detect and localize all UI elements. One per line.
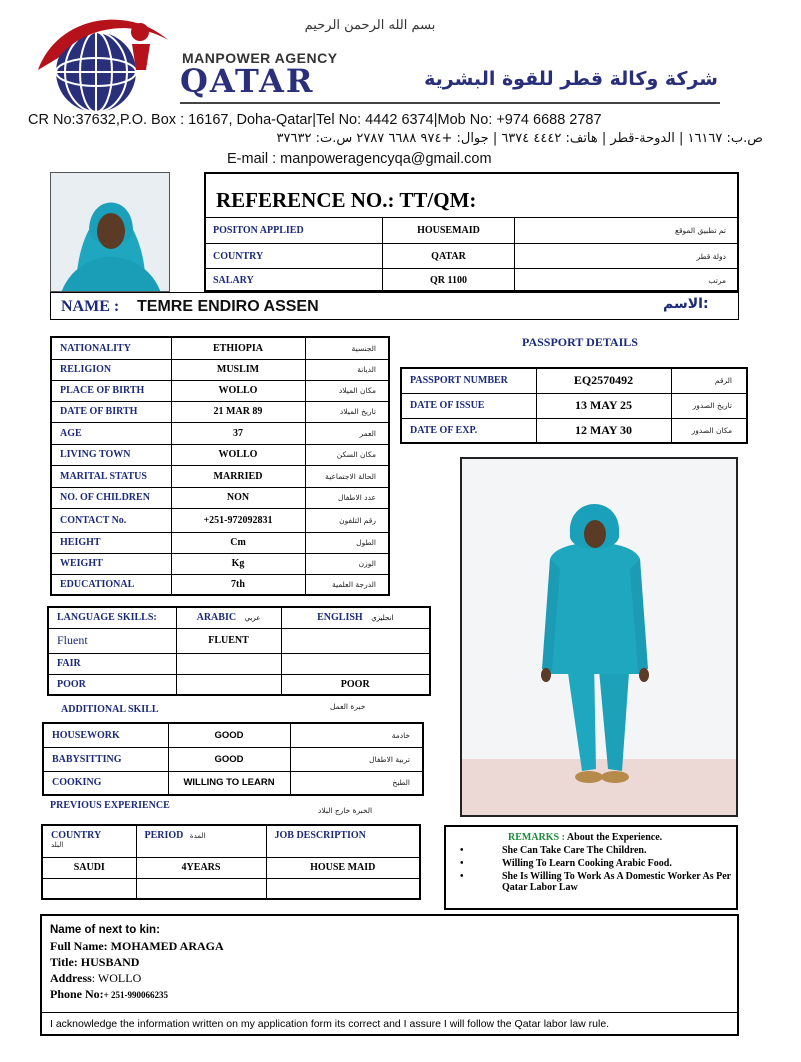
personal-label: DATE OF BIRTH bbox=[51, 401, 171, 422]
additional-skills-table bbox=[42, 722, 424, 796]
language-row bbox=[48, 653, 430, 674]
remark-item: • Willing To Learn Cooking Arabic Food. bbox=[450, 858, 732, 869]
header-divider bbox=[180, 102, 720, 104]
name-label: NAME : bbox=[61, 298, 120, 315]
kin-full-name: MOHAMED ARAGA bbox=[110, 939, 224, 953]
remarks-title: REMARKS : bbox=[508, 832, 565, 843]
personal-arabic: الديانة bbox=[305, 359, 389, 380]
country-value: QATAR bbox=[383, 244, 515, 269]
remark-item: • She Can Take Care The Children. bbox=[450, 845, 732, 856]
skill-value: GOOD bbox=[168, 723, 290, 747]
personal-arabic: مكان السكن bbox=[305, 444, 389, 465]
country-column-header: COUNTRY البلد bbox=[42, 825, 136, 857]
kin-title-row: Title: HUSBAND bbox=[50, 955, 140, 969]
skill-arabic: الطبخ bbox=[290, 771, 423, 795]
english-fair-value bbox=[281, 653, 430, 674]
previous-experience-arabic: الخبرة خارج البلاد bbox=[318, 806, 373, 815]
experience-header-row bbox=[42, 825, 420, 857]
reference-row bbox=[205, 218, 739, 244]
personal-value: Kg bbox=[171, 553, 305, 574]
english-column-header: ENGLISH انجليزي bbox=[281, 607, 430, 628]
level-poor: POOR bbox=[48, 674, 176, 695]
personal-arabic: مكان الميلاد bbox=[305, 380, 389, 401]
skill-value: GOOD bbox=[168, 747, 290, 771]
agency-line: MANPOWER AGENCY bbox=[182, 50, 338, 66]
reference-title: REFERENCE NO.: TT/QM: bbox=[216, 188, 477, 212]
language-row bbox=[48, 628, 430, 653]
email-line: E-mail : manpoweragencyqa@gmail.com bbox=[227, 151, 492, 167]
experience-country bbox=[42, 878, 136, 899]
kin-title: Name of next to kin: bbox=[50, 924, 160, 936]
language-skills-table bbox=[47, 606, 431, 696]
passport-value: EQ2570492 bbox=[536, 368, 671, 393]
skill-row bbox=[43, 771, 423, 795]
personal-value: 37 bbox=[171, 422, 305, 444]
remarks-box bbox=[444, 825, 738, 910]
previous-experience-table bbox=[41, 824, 421, 900]
personal-value: WOLLO bbox=[171, 444, 305, 465]
experience-job bbox=[266, 878, 420, 899]
kin-phone: + 251-990066235 bbox=[103, 990, 169, 1000]
passport-row bbox=[401, 368, 747, 393]
experience-country: SAUDI bbox=[42, 857, 136, 878]
personal-label: RELIGION bbox=[51, 359, 171, 380]
personal-details-table bbox=[50, 336, 390, 596]
personal-label: AGE bbox=[51, 422, 171, 444]
personal-row bbox=[51, 532, 389, 553]
personal-arabic: الجنسية bbox=[305, 337, 389, 359]
name-bar bbox=[50, 292, 739, 320]
personal-value: +251-972092831 bbox=[171, 508, 305, 532]
kin-address: : WOLLO bbox=[91, 971, 142, 985]
language-header-label: LANGUAGE SKILLS: bbox=[48, 607, 176, 628]
personal-value: 21 MAR 89 bbox=[171, 401, 305, 422]
personal-arabic: الحالة الاجتماعية bbox=[305, 465, 389, 487]
personal-row bbox=[51, 574, 389, 595]
skill-label: COOKING bbox=[43, 771, 168, 795]
name-arabic-label: الاسم: bbox=[663, 296, 709, 312]
experience-job: HOUSE MAID bbox=[266, 857, 420, 878]
personal-arabic: الدرجة العلمية bbox=[305, 574, 389, 595]
period-column-header: PERIOD المدة bbox=[136, 825, 266, 857]
english-fluent-value bbox=[281, 628, 430, 653]
personal-row bbox=[51, 508, 389, 532]
next-of-kin-box bbox=[40, 914, 739, 1036]
personal-label: HEIGHT bbox=[51, 532, 171, 553]
passport-label: DATE OF EXP. bbox=[401, 418, 536, 443]
portrait-image bbox=[51, 173, 170, 292]
personal-arabic: الطول bbox=[305, 532, 389, 553]
experience-period: 4YEARS bbox=[136, 857, 266, 878]
personal-row bbox=[51, 401, 389, 422]
personal-label: MARITAL STATUS bbox=[51, 465, 171, 487]
skill-arabic: تربية الاطفال bbox=[290, 747, 423, 771]
skill-value: WILLING TO LEARN bbox=[168, 771, 290, 795]
passport-table bbox=[400, 367, 748, 444]
additional-skill-arabic: خبرة العمل bbox=[330, 702, 366, 711]
arabic-column-header: ARABIC عربي bbox=[176, 607, 281, 628]
passport-label: DATE OF ISSUE bbox=[401, 393, 536, 418]
position-value: HOUSEMAID bbox=[383, 218, 515, 244]
passport-arabic: الرقم bbox=[671, 368, 747, 393]
language-row bbox=[48, 674, 430, 695]
passport-value: 12 MAY 30 bbox=[536, 418, 671, 443]
personal-label: LIVING TOWN bbox=[51, 444, 171, 465]
contact-line-arabic: ص.ب: ١٦١٦٧ | الدوحة-قطر | هاتف: ٤٤٤٢ ٦٣٧٤ | جوال: +٩٧٤ ٦٦٨٨ ٢٧٨٧ س.ت: ٣٧٦٣٢ bbox=[276, 131, 763, 146]
arabic-poor-value bbox=[176, 674, 281, 695]
applicant-name: TEMRE ENDIRO ASSEN bbox=[137, 298, 319, 315]
passport-row bbox=[401, 418, 747, 443]
personal-arabic: العمر bbox=[305, 422, 389, 444]
position-label: POSITON APPLIED bbox=[205, 218, 383, 244]
passport-arabic: تاريخ الصدور bbox=[671, 393, 747, 418]
personal-arabic: الوزن bbox=[305, 553, 389, 574]
country-label: COUNTRY bbox=[205, 244, 383, 269]
skill-arabic: خادمة bbox=[290, 723, 423, 747]
personal-value: MARRIED bbox=[171, 465, 305, 487]
kin-relationship: HUSBAND bbox=[80, 955, 140, 969]
passport-title: PASSPORT DETAILS bbox=[522, 335, 638, 349]
salary-label: SALARY bbox=[205, 269, 383, 293]
salary-value: QR 1100 bbox=[383, 269, 515, 293]
personal-value: NON bbox=[171, 487, 305, 508]
full-body-image bbox=[462, 459, 738, 817]
level-fluent: Fluent bbox=[48, 628, 176, 653]
arabic-fair-value bbox=[176, 653, 281, 674]
previous-experience-title: PREVIOUS EXPERIENCE bbox=[50, 800, 170, 811]
passport-arabic: مكان الصدور bbox=[671, 418, 747, 443]
contact-line-english: CR No:37632,P.O. Box : 16167, Doha-Qatar|Tel No: 4442 6374|Mob No: +974 6688 2787 bbox=[28, 112, 602, 128]
passport-label: PASSPORT NUMBER bbox=[401, 368, 536, 393]
personal-row bbox=[51, 359, 389, 380]
personal-value: Cm bbox=[171, 532, 305, 553]
personal-value: ETHIOPIA bbox=[171, 337, 305, 359]
arabic-fluent-value: FLUENT bbox=[176, 628, 281, 653]
personal-arabic: تاريخ الميلاد bbox=[305, 401, 389, 422]
full-body-photo bbox=[460, 457, 738, 817]
personal-row bbox=[51, 444, 389, 465]
language-header-row bbox=[48, 607, 430, 628]
kin-phone-row: Phone No:+ 251-990066235 bbox=[50, 987, 169, 1001]
personal-label: CONTACT No. bbox=[51, 508, 171, 532]
additional-skill-title: ADDITIONAL SKILL bbox=[61, 704, 159, 715]
passport-photo bbox=[50, 172, 170, 292]
personal-label: EDUCATIONAL bbox=[51, 574, 171, 595]
experience-row bbox=[42, 857, 420, 878]
passport-row bbox=[401, 393, 747, 418]
remarks-list bbox=[450, 845, 732, 893]
skill-row bbox=[43, 747, 423, 771]
personal-label: NATIONALITY bbox=[51, 337, 171, 359]
letterhead bbox=[0, 0, 801, 172]
personal-value: MUSLIM bbox=[171, 359, 305, 380]
personal-row bbox=[51, 553, 389, 574]
english-poor-value: POOR bbox=[281, 674, 430, 695]
position-arabic: تم تطبيق الموقع bbox=[515, 218, 739, 244]
bismillah: بسم الله الرحمن الرحيم bbox=[304, 18, 436, 33]
reference-table bbox=[204, 217, 739, 293]
personal-row bbox=[51, 337, 389, 359]
personal-row bbox=[51, 422, 389, 444]
arabic-agency-name: شركة وكالة قطر للقوة البشرية bbox=[424, 68, 718, 90]
remark-item: • She Is Willing To Work As A Domestic Worker As Per Qatar Labor Law bbox=[450, 871, 732, 893]
personal-arabic: عدد الاطفال bbox=[305, 487, 389, 508]
country-arabic: دولة قطر bbox=[515, 244, 739, 269]
remarks-heading bbox=[450, 832, 732, 843]
level-fair: FAIR bbox=[48, 653, 176, 674]
passport-value: 13 MAY 25 bbox=[536, 393, 671, 418]
kin-full-name-row: Full Name: MOHAMED ARAGA bbox=[50, 939, 224, 953]
personal-label: NO. OF CHILDREN bbox=[51, 487, 171, 508]
personal-value: WOLLO bbox=[171, 380, 305, 401]
job-column-header: JOB DESCRIPTION bbox=[266, 825, 420, 857]
personal-label: PLACE OF BIRTH bbox=[51, 380, 171, 401]
personal-row bbox=[51, 487, 389, 508]
acknowledgement-text: I acknowledge the information written on my application form its correct and I assure I will follow the Qatar labor law rule. bbox=[50, 1018, 610, 1030]
reference-row bbox=[205, 244, 739, 269]
remarks-subtitle: About the Experience. bbox=[566, 832, 663, 843]
skill-label: HOUSEWORK bbox=[43, 723, 168, 747]
brand-name: QATAR bbox=[180, 62, 315, 100]
reference-row bbox=[205, 269, 739, 293]
personal-value: 7th bbox=[171, 574, 305, 595]
personal-row bbox=[51, 465, 389, 487]
globe-logo-icon bbox=[28, 10, 178, 120]
skill-label: BABYSITTING bbox=[43, 747, 168, 771]
reference-block bbox=[204, 172, 739, 292]
personal-label: WEIGHT bbox=[51, 553, 171, 574]
salary-arabic: مرتب bbox=[515, 269, 739, 293]
personal-row bbox=[51, 380, 389, 401]
personal-arabic: رقم التلفون bbox=[305, 508, 389, 532]
kin-address-row: Address: WOLLO bbox=[50, 971, 142, 985]
experience-row bbox=[42, 878, 420, 899]
skill-row bbox=[43, 723, 423, 747]
experience-period bbox=[136, 878, 266, 899]
